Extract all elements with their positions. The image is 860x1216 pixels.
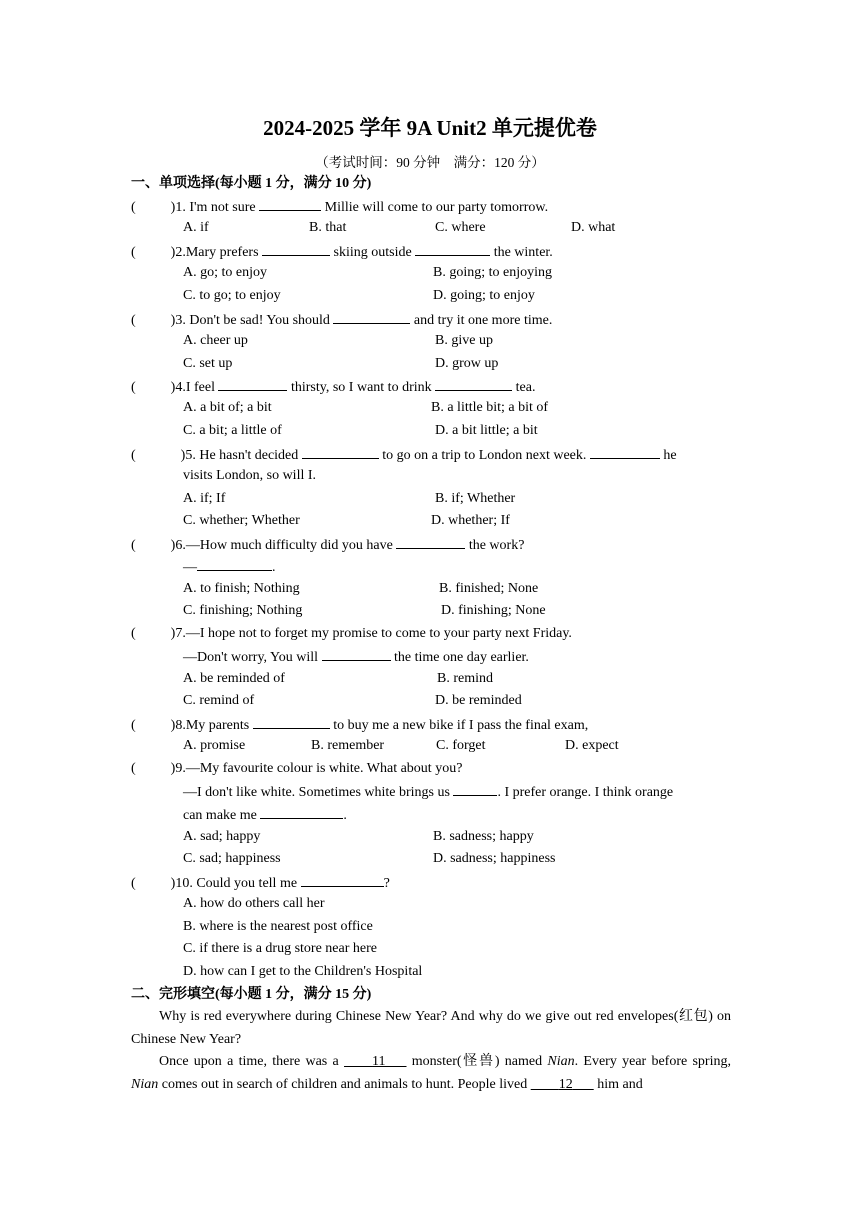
answer-blank[interactable] — [197, 556, 272, 571]
answer-blank[interactable] — [262, 241, 330, 256]
option-b: B. if; Whether — [435, 491, 516, 506]
option-b: B. a little bit; a bit of — [431, 400, 549, 415]
question-9-reply: —I don't like white. Sometimes white brings us . I prefer orange. I think orange — [183, 781, 673, 803]
option-b: B. remind — [437, 671, 493, 686]
option-c: C. if there is a drug store near here — [183, 941, 377, 956]
answer-blank[interactable] — [260, 804, 343, 819]
option-a: A. if; If — [183, 491, 226, 506]
option-c: C. finishing; Nothing — [183, 603, 303, 618]
question-9-reply-continued: can make me . — [183, 804, 347, 826]
option-b: B. finished; None — [439, 581, 539, 596]
question-1: ( )1. I'm not sure Millie will come to our party tomorrow. — [131, 196, 548, 218]
option-a: A. if — [183, 220, 209, 235]
answer-blank[interactable] — [396, 534, 465, 549]
answer-blank[interactable] — [301, 872, 384, 887]
question-4: ( )4.I feel thirsty, so I want to drink tea. — [131, 376, 535, 398]
question-3: ( )3. Don't be sad! You should and try it one more time. — [131, 309, 552, 331]
option-d: D. whether; If — [431, 513, 510, 528]
option-d: D. what — [571, 220, 616, 235]
question-5-continued: visits London, so will I. — [183, 468, 317, 483]
option-c: C. where — [435, 220, 486, 235]
option-b: B. that — [309, 220, 347, 235]
section-heading: 二、完形填空(每小题 1 分，满分 15 分) — [131, 987, 372, 1002]
option-d: D. expect — [565, 738, 619, 753]
option-d: D. a bit little; a bit — [435, 423, 538, 438]
cloze-blank-12[interactable]: 12 — [558, 1076, 573, 1092]
option-a: A. how do others call her — [183, 896, 325, 911]
answer-blank[interactable] — [415, 241, 490, 256]
option-a: A. sad; happy — [183, 829, 261, 844]
option-d: D. finishing; None — [441, 603, 546, 618]
question-5: ( )5. He hasn't decided to go on a trip to London next week. he — [131, 444, 677, 466]
answer-line: — . — [183, 556, 276, 578]
option-a: A. be reminded of — [183, 671, 285, 686]
option-b: B. sadness; happy — [433, 829, 534, 844]
answer-blank[interactable] — [322, 646, 391, 661]
option-a: A. a bit of; a bit — [183, 400, 272, 415]
option-d: D. grow up — [435, 356, 499, 371]
section-heading: 一、单项选择(每小题 1 分，满分 10 分) — [131, 176, 372, 191]
answer-blank[interactable] — [253, 714, 330, 729]
option-c: C. a bit; a little of — [183, 423, 282, 438]
option-c: C. to go; to enjoy — [183, 288, 281, 303]
exam-info: （考试时间：90 分钟 满分：120 分） — [315, 155, 545, 170]
answer-blank[interactable] — [435, 376, 512, 391]
option-c: C. sad; happiness — [183, 851, 281, 866]
page-title: 2024-2025 学年 9A Unit2 单元提优卷 — [263, 116, 597, 140]
option-a: A. go; to enjoy — [183, 265, 267, 280]
option-c: C. set up — [183, 356, 233, 371]
option-d: D. how can I get to the Children's Hospital — [183, 964, 423, 979]
option-b: B. remember — [311, 738, 385, 753]
option-d: D. going; to enjoy — [433, 288, 535, 303]
answer-blank[interactable] — [259, 196, 321, 211]
cloze-blank-11[interactable]: 11 — [372, 1054, 386, 1069]
option-c: C. remind of — [183, 693, 255, 708]
option-d: D. sadness; happiness — [433, 851, 556, 866]
answer-blank[interactable] — [218, 376, 287, 391]
cloze-paragraph: Once upon a time, there was a 11 monster(怪兽) named Nian. Every year before spring, Nian comes out in search of children and animals to hunt. People lived 12 him and — [131, 1054, 731, 1092]
option-d: D. be reminded — [435, 693, 522, 708]
question-10: ( )10. Could you tell me ? — [131, 872, 390, 894]
option-c: C. whether; Whether — [183, 513, 300, 528]
option-c: C. forget — [436, 738, 486, 753]
question-9: ( )9.—My favourite colour is white. What about you? — [131, 761, 463, 776]
option-a: A. cheer up — [183, 333, 248, 348]
option-b: B. where is the nearest post office — [183, 919, 373, 934]
option-b: B. going; to enjoying — [433, 265, 552, 280]
answer-blank[interactable] — [333, 309, 410, 324]
question-8: ( )8.My parents to buy me a new bike if I pass the final exam, — [131, 714, 588, 736]
answer-blank[interactable] — [453, 781, 497, 796]
option-b: B. give up — [435, 333, 493, 348]
question-2: ( )2.Mary prefers skiing outside the winter. — [131, 241, 553, 263]
cloze-paragraph: Why is red everywhere during Chinese New Year? And why do we give out red envelopes(红包) on Chinese New Year? — [131, 1009, 731, 1047]
question-7-reply: —Don't worry, You will the time one day earlier. — [183, 646, 529, 668]
question-7: ( )7.—I hope not to forget my promise to come to your party next Friday. — [131, 626, 572, 641]
option-a: A. promise — [183, 738, 246, 753]
answer-blank[interactable] — [302, 444, 379, 459]
answer-blank[interactable] — [590, 444, 660, 459]
option-a: A. to finish; Nothing — [183, 581, 300, 596]
question-6: ( )6.—How much difficulty did you have the work? — [131, 534, 524, 556]
